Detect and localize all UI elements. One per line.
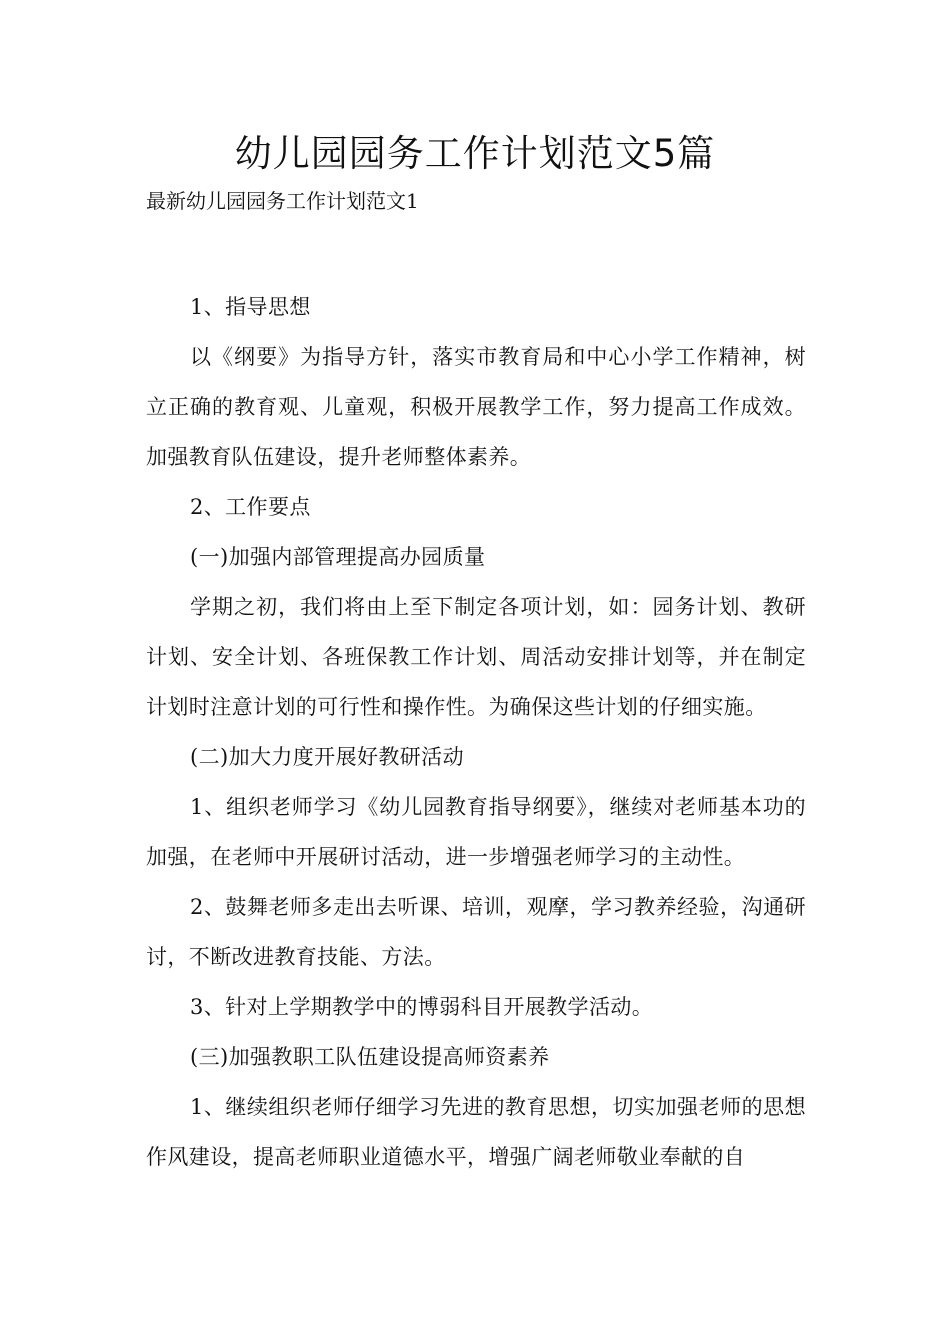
paragraph: 以《纲要》为指导方针，落实市教育局和中心小学工作精神，树立正确的教育观、儿童观，积极开展教学工作，努力提高工作成效。加强教育队伍建设，提升老师整体素养。 — [146, 345, 806, 469]
document-body — [146, 282, 806, 1182]
paragraph: (一)加强内部管理提高办园质量 — [190, 545, 486, 569]
paragraph: 学期之初，我们将由上至下制定各项计划，如：园务计划、教研计划、安全计划、各班保教工作计划、周活动安排计划等，并在制定计划时注意计划的可行性和操作性。为确保这些计划的仔细实施。 — [146, 595, 806, 719]
paragraph: (二)加大力度开展好教研活动 — [190, 745, 464, 769]
paragraph: 1、指导思想 — [190, 295, 311, 319]
paragraph: 2、工作要点 — [190, 495, 311, 519]
paragraph: 1、组织老师学习《幼儿园教育指导纲要》，继续对老师基本功的加强，在老师中开展研讨活动，进一步增强老师学习的主动性。 — [146, 795, 806, 869]
paragraph: 2、鼓舞老师多走出去听课、培训，观摩，学习教养经验，沟通研讨，不断改进教育技能、方法。 — [146, 895, 806, 969]
document-subtitle: 最新幼儿园园务工作计划范文1 — [146, 189, 419, 213]
paragraph: (三)加强教职工队伍建设提高师资素养 — [190, 1045, 550, 1069]
paragraph: 1、继续组织老师仔细学习先进的教育思想，切实加强老师的思想作风建设，提高老师职业道德水平，增强广阔老师敬业奉献的自 — [146, 1095, 806, 1169]
paragraph: 3、针对上学期教学中的博弱科目开展教学活动。 — [190, 995, 654, 1019]
document-title: 幼儿园园务工作计划范文5篇 — [234, 132, 716, 175]
